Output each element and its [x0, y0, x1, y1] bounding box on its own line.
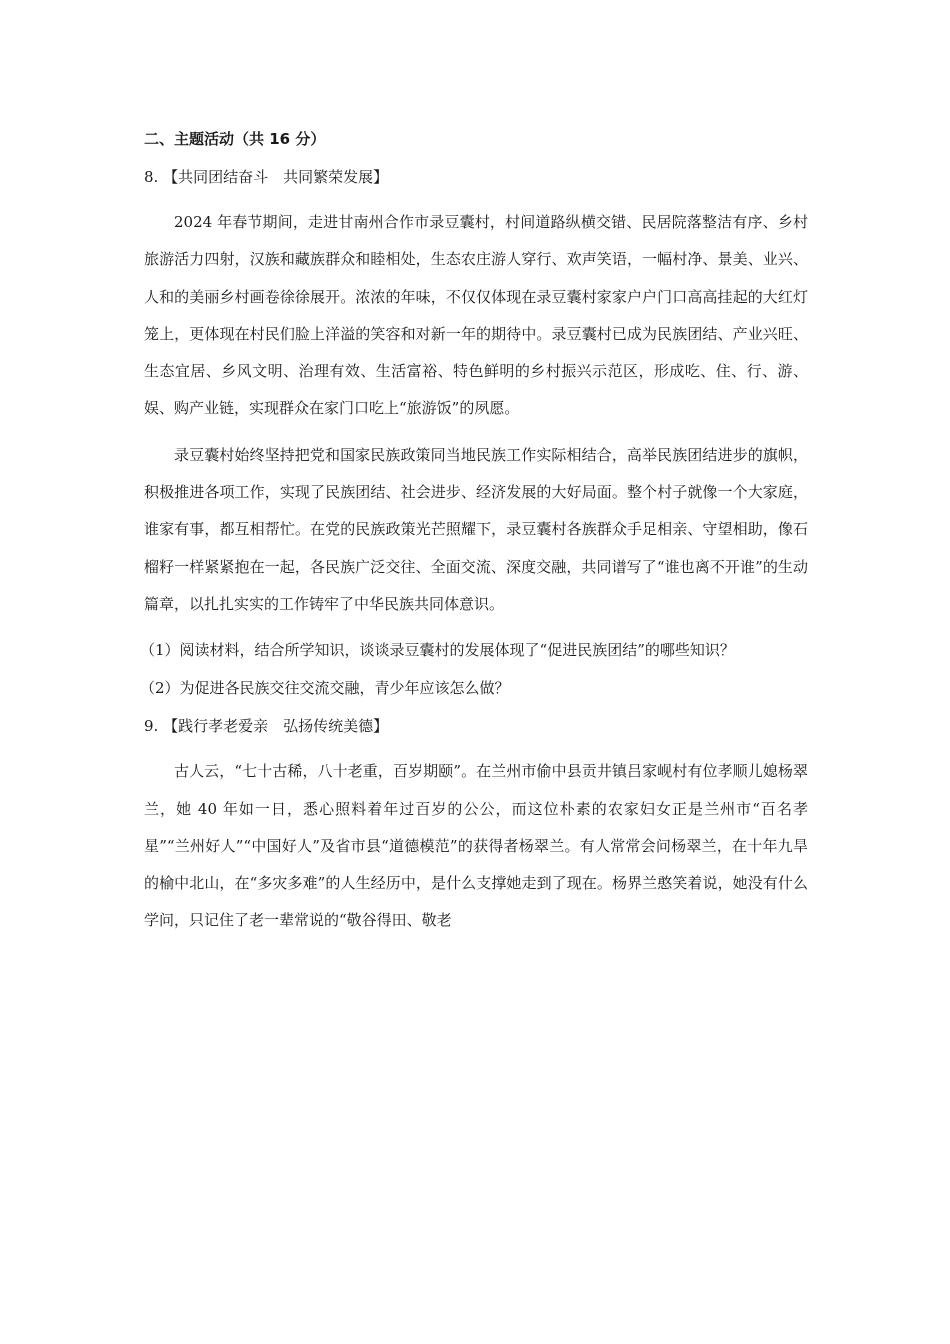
- question-8-sub-question-1: （1）阅读材料，结合所学知识，谈谈录豆囊村的发展体现了“促进民族团结”的哪些知识？: [140, 641, 735, 660]
- question-8-heading: 8. 【共同团结奋斗 共同繁荣发展】: [144, 168, 389, 186]
- question-9-paragraph: 古人云，“七十古稀，八十老重，百岁期颐”。在兰州市偷中县贡井镇吕家岘村有位孝顺儿媳杨翠兰，她 40 年如一日，悉心照料着年过百岁的公公，而这位朴素的农家妇女正是兰州市“百名孝星”“兰州好人”“中国好人”及省市县“道德模范”的获得者杨翠兰。有人常常会问杨翠兰，在十年九旱的榆中北山，在“多灾多难”的人生经历中，是什么支撑她走到了现在。杨界兰憨笑着说，她没有什么学问，只记住了老一辈常说的“敬谷得田、敬老: [144, 762, 808, 930]
- question-9-heading: 9. 【践行孝老爱亲 弘扬传统美德】: [144, 717, 389, 736]
- question-8-paragraph-2: 录豆囊村始终坚持把党和国家民族政策同当地民族工作实际相结合，高举民族团结进步的旗帜，积极推进各项工作，实现了民族团结、社会进步、经济发展的大好局面。整个村子就像一个大家庭，谁家有事，都互相帮忙。在党的民族政策光芒照耀下，录豆囊村各族群众手足相亲、守望相助，像石榴籽一样紧紧抱在一起，各民族广泛交往、全面交流、深度交融，共同谱写了“谁也离不开谁”的生动篇章，以扎扎实实的工作铸牢了中华民族共同体意识。: [144, 445, 808, 613]
- question-8-sub-question-2: （2）为促进各民族交往交流交融，青少年应该怎么做？: [140, 679, 510, 698]
- document-page: [140, 128, 808, 949]
- section-title: 二、主题活动（共 16 分）: [144, 130, 326, 148]
- question-8-paragraph-1: 2024 年春节期间，走进甘南州合作市录豆囊村，村间道路纵横交错、民居院落整洁有序、乡村旅游活力四射，汉族和藏族群众和睦相处，生态农庄游人穿行、欢声笑语，一幅村净、景美、业兴、人和的美丽乡村画卷徐徐展开。浓浓的年味，不仅仅体现在录豆囊村家家户户门口高高挂起的大红灯笼上，更体现在村民们脸上洋溢的笑容和对新一年的期待中。录豆囊村已成为民族团结、产业兴旺、生态宜居、乡风文明、治理有效、生活富裕、特色鲜明的乡村振兴示范区，形成吃、住、行、游、娱、购产业链，实现群众在家门口吃上“旅游饭”的夙愿。: [144, 213, 808, 418]
